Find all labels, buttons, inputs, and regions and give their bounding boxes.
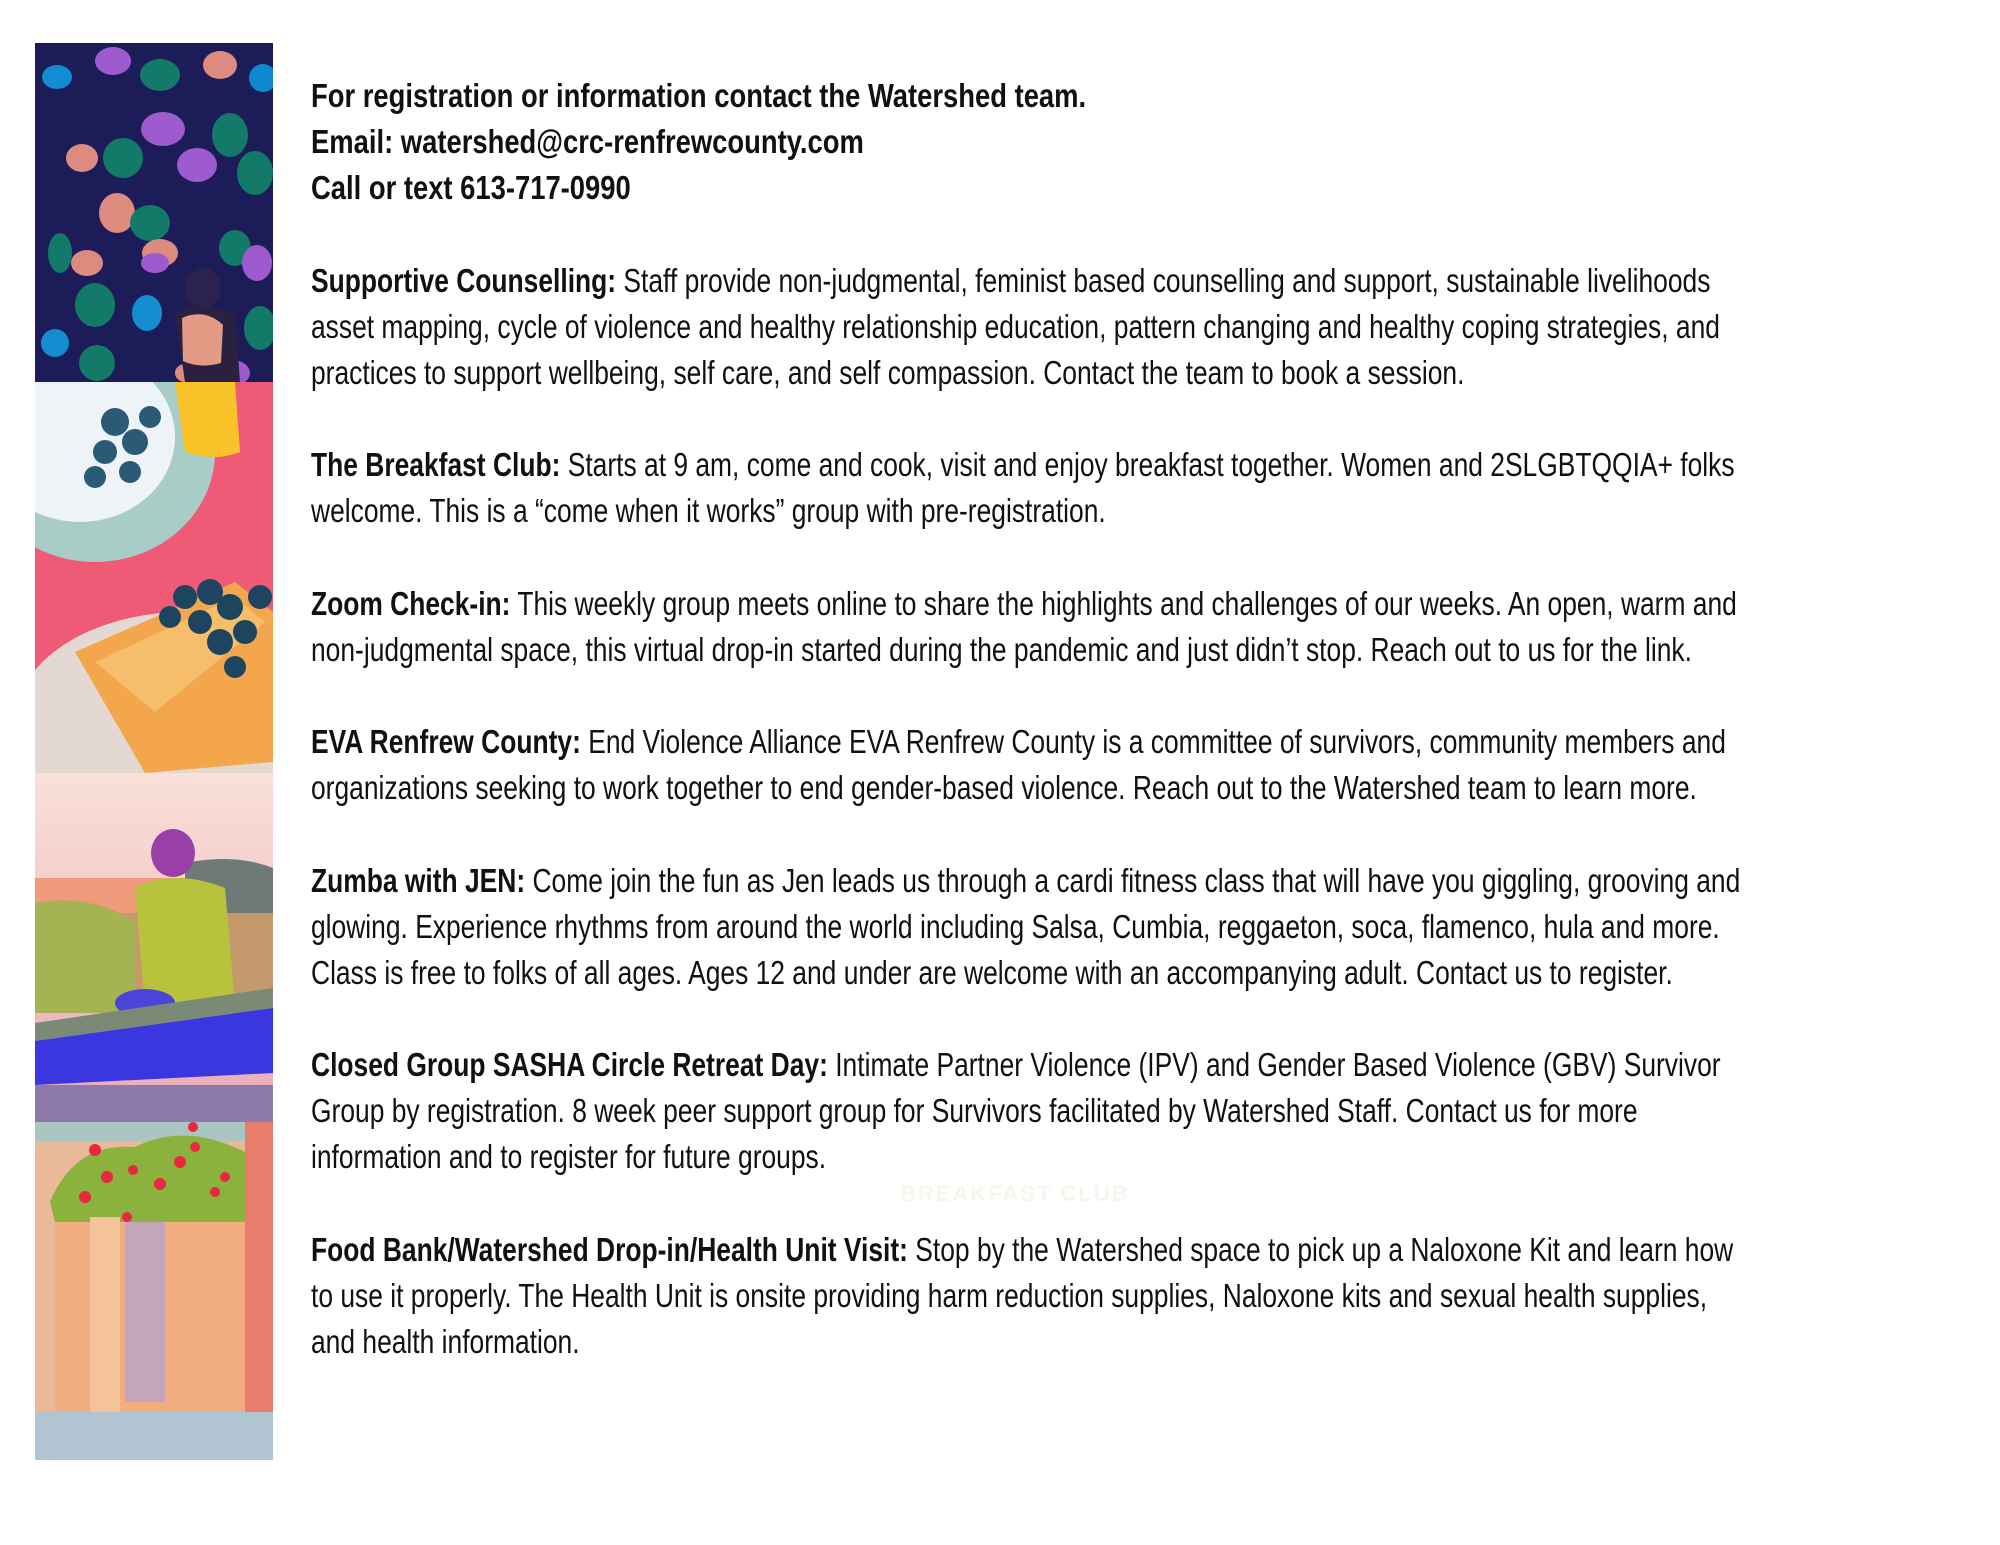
- program-breakfast-club: [311, 443, 1735, 487]
- program-text: asset mapping, cycle of violence and healthy relationship education, pattern changing and healthy coping strategies, and: [311, 308, 1720, 345]
- program-text: and health information.: [311, 1323, 580, 1360]
- program-text: information and to register for future groups.: [311, 1138, 827, 1175]
- program-title: Zoom Check-in:: [311, 585, 511, 622]
- program-text: practices to support wellbeing, self care, and self compassion. Contact the team to book a session.: [311, 354, 1465, 391]
- contact-phone: Call or text 613-717-0990: [311, 169, 631, 206]
- ghost-label: BREAKFAST CLUB: [900, 1181, 1130, 1206]
- program-text: End Violence Alliance EVA Renfrew County is a committee of survivors, community members and: [580, 723, 1726, 760]
- program-title: Closed Group SASHA Circle Retreat Day:: [311, 1046, 828, 1083]
- program-zoom-check-in: [311, 582, 1737, 626]
- program-text: glowing. Experience rhythms from around the world including Salsa, Cumbia, reggaeton, soca, flamenco, hula and more.: [311, 908, 1720, 945]
- program-title: Zumba with JEN:: [311, 862, 526, 899]
- program-food-bank-drop-in: [311, 1228, 1733, 1272]
- program-text: Staff provide non-judgmental, feminist based counselling and support, sustainable livelihoods: [616, 262, 1711, 299]
- breakfast-illustration: [35, 382, 273, 773]
- program-text: Come join the fun as Jen leads us through a cardi fitness class that will have you giggling, grooving and: [525, 862, 1741, 899]
- program-text: Group by registration. 8 week peer support group for Survivors facilitated by Watershed Staff. Contact us for more: [311, 1092, 1638, 1129]
- contact-heading: For registration or information contact the Watershed team.: [311, 77, 1087, 114]
- program-eva-renfrew-county: [311, 720, 1726, 764]
- program-sasha-circle: [311, 1043, 1721, 1087]
- program-text: organizations seeking to work together to end gender-based violence. Reach out to the Watershed team to learn more.: [311, 769, 1697, 806]
- jellyfish-illustration: [35, 43, 273, 382]
- program-text: non-judgmental space, this virtual drop-in started during the pandemic and just didn’t stop. Reach out to us for the link.: [311, 631, 1692, 668]
- program-zumba: [311, 859, 1740, 903]
- program-supportive-counselling: [311, 259, 1710, 303]
- program-text: Class is free to folks of all ages. Ages 12 and under are welcome with an accompanying adult. Contact us to register.: [311, 954, 1673, 991]
- planter-illustration: [35, 1122, 273, 1460]
- contact-email: Email: watershed@crc-renfrewcounty.com: [311, 123, 864, 160]
- program-text: Starts at 9 am, come and cook, visit and enjoy breakfast together. Women and 2SLGBTQQIA+ folks: [560, 446, 1735, 483]
- program-text: to use it properly. The Health Unit is onsite providing harm reduction supplies, Naloxone kits and sexual health supplies,: [311, 1277, 1708, 1314]
- program-text: Stop by the Watershed space to pick up a Naloxone Kit and learn how: [907, 1231, 1734, 1268]
- program-text: welcome. This is a “come when it works” group with pre-registration.: [311, 492, 1106, 529]
- program-title: EVA Renfrew County:: [311, 723, 581, 760]
- program-text: This weekly group meets online to share the highlights and challenges of our weeks. An open, warm and: [510, 585, 1737, 622]
- landscape-illustration: [35, 773, 273, 1122]
- program-title: Supportive Counselling:: [311, 262, 617, 299]
- program-title: Food Bank/Watershed Drop-in/Health Unit Visit:: [311, 1231, 908, 1268]
- program-text: Intimate Partner Violence (IPV) and Gender Based Violence (GBV) Survivor: [827, 1046, 1721, 1083]
- program-title: The Breakfast Club:: [311, 446, 561, 483]
- illustration-strip: [35, 43, 273, 1460]
